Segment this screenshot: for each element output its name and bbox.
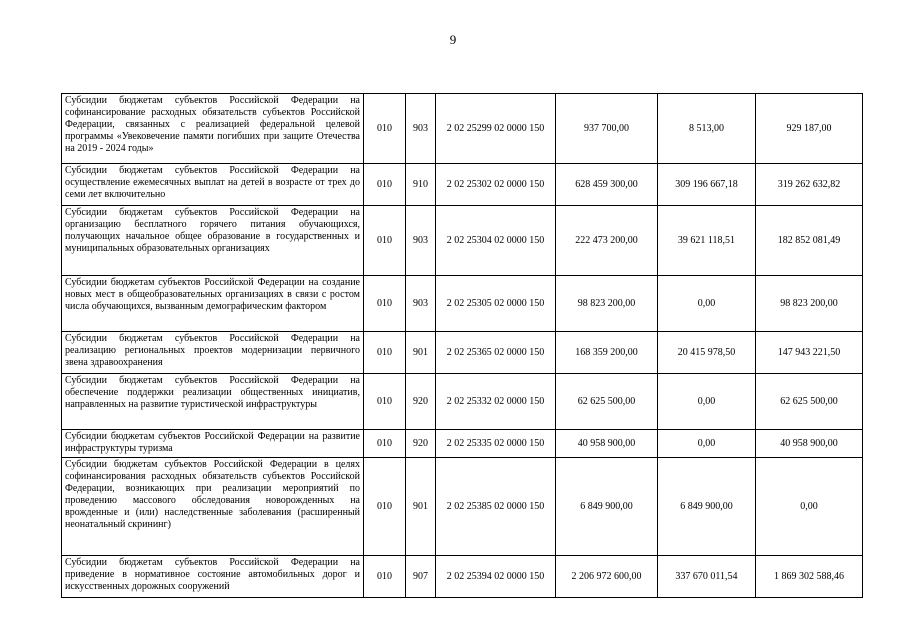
row-description: Субсидии бюджетам субъектов Российской Федерации на осуществление ежемесячных выплат на детей в возрасте от трех до семи лет включительно (62, 164, 364, 206)
row-code-1: 010 (364, 94, 406, 164)
page-number: 9 (449, 32, 457, 47)
row-amount-2: 309 196 667,18 (658, 164, 756, 206)
row-amount-3: 98 823 200,00 (756, 276, 863, 332)
table-row (62, 556, 863, 598)
row-code-2: 903 (406, 206, 436, 276)
row-amount-3: 62 625 500,00 (756, 374, 863, 430)
row-kbk-code: 2 02 25365 02 0000 150 (436, 332, 556, 374)
row-code-1: 010 (364, 374, 406, 430)
row-kbk-code: 2 02 25332 02 0000 150 (436, 374, 556, 430)
row-kbk-code: 2 02 25305 02 0000 150 (436, 276, 556, 332)
row-code-2: 920 (406, 374, 436, 430)
row-code-2: 901 (406, 458, 436, 556)
row-description: Субсидии бюджетам субъектов Российской Федерации на организацию бесплатного горячего питания обучающихся, получающих начальное общее образование в государственных и муниципальных образовательных организациях (62, 206, 364, 276)
row-code-2: 907 (406, 556, 436, 598)
row-amount-3: 319 262 632,82 (756, 164, 863, 206)
row-code-1: 010 (364, 276, 406, 332)
row-amount-3: 182 852 081,49 (756, 206, 863, 276)
row-amount-2: 0,00 (658, 374, 756, 430)
row-amount-1: 168 359 200,00 (556, 332, 658, 374)
row-amount-2: 0,00 (658, 276, 756, 332)
row-amount-3: 0,00 (756, 458, 863, 556)
budget-table (61, 93, 863, 598)
row-kbk-code: 2 02 25304 02 0000 150 (436, 206, 556, 276)
row-amount-2: 6 849 900,00 (658, 458, 756, 556)
row-kbk-code: 2 02 25299 02 0000 150 (436, 94, 556, 164)
row-description: Субсидии бюджетам субъектов Российской Федерации на софинансирование расходных обязательств субъектов Российской Федерации, связанных с реализацией федеральной целевой программы «Увековечение памяти погибших при защите Отечества на 2019 - 2024 годы» (62, 94, 364, 164)
table-row (62, 430, 863, 458)
row-kbk-code: 2 02 25335 02 0000 150 (436, 430, 556, 458)
row-amount-1: 6 849 900,00 (556, 458, 658, 556)
table-row (62, 94, 863, 164)
row-amount-2: 8 513,00 (658, 94, 756, 164)
table-row (62, 164, 863, 206)
row-code-2: 920 (406, 430, 436, 458)
row-code-1: 010 (364, 332, 406, 374)
row-code-1: 010 (364, 164, 406, 206)
row-amount-1: 222 473 200,00 (556, 206, 658, 276)
row-code-2: 903 (406, 94, 436, 164)
row-description: Субсидии бюджетам субъектов Российской Федерации на развитие инфраструктуры туризма (62, 430, 364, 458)
table-row (62, 206, 863, 276)
row-code-2: 910 (406, 164, 436, 206)
row-code-1: 010 (364, 458, 406, 556)
row-amount-1: 62 625 500,00 (556, 374, 658, 430)
row-kbk-code: 2 02 25302 02 0000 150 (436, 164, 556, 206)
row-amount-3: 929 187,00 (756, 94, 863, 164)
table-body (62, 94, 863, 598)
row-amount-2: 337 670 011,54 (658, 556, 756, 598)
row-description: Субсидии бюджетам субъектов Российской Федерации в целях софинансирования расходных обязательств субъектов Российской Федерации, возникающих при реализации мероприятий по проведению массового обследования новорожденных на врожденные и (или) наследственные заболевания (расширенный неонатальный скрининг) (62, 458, 364, 556)
row-amount-2: 39 621 118,51 (658, 206, 756, 276)
row-description: Субсидии бюджетам субъектов Российской Федерации на обеспечение поддержки реализации общественных инициатив, направленных на развитие туристической инфраструктуры (62, 374, 364, 430)
table-row (62, 374, 863, 430)
table-row (62, 332, 863, 374)
table-row (62, 276, 863, 332)
row-amount-2: 0,00 (658, 430, 756, 458)
row-code-1: 010 (364, 430, 406, 458)
row-amount-3: 40 958 900,00 (756, 430, 863, 458)
row-amount-3: 147 943 221,50 (756, 332, 863, 374)
row-description: Субсидии бюджетам субъектов Российской Федерации на приведение в нормативное состояние автомобильных дорог и искусственных дорожных сооружений (62, 556, 364, 598)
row-code-1: 010 (364, 556, 406, 598)
row-description: Субсидии бюджетам субъектов Российской Федерации на создание новых мест в общеобразовательных организациях в связи с ростом числа обучающихся, вызванным демографическим фактором (62, 276, 364, 332)
row-amount-1: 2 206 972 600,00 (556, 556, 658, 598)
row-amount-1: 937 700,00 (556, 94, 658, 164)
row-code-2: 901 (406, 332, 436, 374)
row-amount-3: 1 869 302 588,46 (756, 556, 863, 598)
row-code-1: 010 (364, 206, 406, 276)
row-amount-1: 40 958 900,00 (556, 430, 658, 458)
row-code-2: 903 (406, 276, 436, 332)
row-kbk-code: 2 02 25385 02 0000 150 (436, 458, 556, 556)
row-kbk-code: 2 02 25394 02 0000 150 (436, 556, 556, 598)
row-amount-1: 628 459 300,00 (556, 164, 658, 206)
row-amount-1: 98 823 200,00 (556, 276, 658, 332)
row-amount-2: 20 415 978,50 (658, 332, 756, 374)
row-description: Субсидии бюджетам субъектов Российской Федерации на реализацию региональных проектов модернизации первичного звена здравоохранения (62, 332, 364, 374)
table-row (62, 458, 863, 556)
